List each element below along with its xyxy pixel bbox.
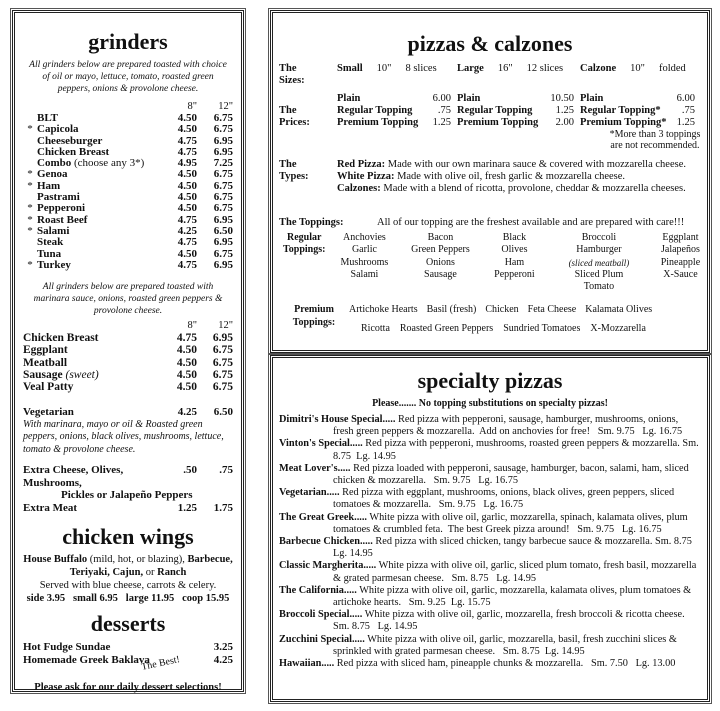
pizzas-title: pizzas & calzones [407, 31, 573, 56]
topping: Onions [425, 256, 455, 268]
premium-label: Premium Toppings: [292, 304, 336, 329]
item-label: Chicken Breast [37, 145, 110, 158]
item-name [23, 344, 161, 356]
specialty-name: The California..... [279, 584, 357, 596]
price-12: 7.25 [213, 157, 233, 170]
item-label: Eggplant [23, 344, 68, 357]
type-row [337, 183, 686, 195]
item-name [23, 369, 161, 381]
price-12: 1.75 [213, 501, 233, 514]
topping: Green Peppers [411, 244, 470, 256]
extras-list [23, 464, 233, 514]
specialty-item [279, 560, 701, 584]
topping: Garlic [351, 244, 377, 256]
price-row [457, 93, 580, 105]
topping: Broccoli [581, 232, 617, 243]
specialty-desc: Red pizza with pepperoni, sausage, hamburger, mushrooms, onions, fresh green peppers & mozzarella. Add on anchovies for free! Sm. 9.75 Lg. 16.75 [333, 414, 683, 438]
type-desc: Made with a blend of ricotta, provolone, cheddar & mozzarella cheeses. [380, 183, 686, 194]
item-label: Cheeseburger [37, 134, 103, 147]
price-row [580, 105, 701, 117]
grinders-intro: All grinders below are prepared toasted with choice of oil or mayo, lettuce, tomato, roasted green peppers, onions & provolone cheese. [29, 60, 227, 94]
item-label: Pepperoni [37, 202, 86, 215]
vegetarian-row [23, 406, 233, 419]
specialty-item [279, 487, 701, 511]
price-value: 2.00 [555, 117, 574, 128]
price-row [337, 93, 457, 105]
star-marker: * [27, 123, 33, 136]
price-12: 6.95 [213, 236, 233, 249]
price-row [457, 117, 580, 129]
topping: (sliced meatball) [568, 257, 630, 268]
item-name: Vegetarian [23, 405, 74, 418]
price-label: Regular Topping* [580, 105, 661, 116]
price-12: 6.95 [213, 213, 233, 226]
price-12: 6.75 [213, 123, 233, 136]
flavor: House Buffalo [23, 554, 88, 566]
price-12: 6.95 [213, 258, 233, 271]
price-label: Plain [580, 93, 604, 104]
size-12: 12" [218, 320, 233, 332]
price-8: 4.75 [177, 134, 197, 147]
specialty-desc: Red pizza with pepperoni, mushrooms, roasted green peppers & mozzarella. Sm. 8.75 Lg. 14.95 [333, 438, 702, 462]
item-label: Turkey [37, 258, 71, 271]
topping: Black [502, 232, 527, 243]
size-12: 12" [218, 101, 233, 112]
specialty-desc: Red pizza loaded with pepperoni, sausage, hamburger, bacon, salami, ham, sliced chicken & mozzarella. Sm. 9.75 Lg. 16.75 [333, 462, 692, 487]
size-8: 8" [187, 320, 197, 332]
regular-label: Regular Toppings: [283, 232, 326, 256]
specialty-name: The Great Greek..... [279, 511, 367, 523]
extra-sub: Pickles or Jalapeño Peppers [61, 489, 193, 502]
desserts-list [23, 641, 233, 667]
size-small [337, 63, 457, 87]
topping: Chicken [485, 304, 519, 316]
item-label: BLT [37, 112, 59, 124]
price-12: 6.75 [212, 381, 233, 394]
specialty-name: Vegetarian..... [279, 487, 340, 499]
grinders-title: grinders [88, 29, 168, 54]
specialty-name: Zucchini Special..... [279, 633, 365, 645]
specialty-item [279, 438, 701, 462]
topping: Ham [504, 256, 525, 268]
topping: Artichoke Hearts [349, 304, 418, 316]
price-12: 6.75 [213, 202, 233, 215]
price-8: 4.50 [177, 179, 197, 192]
vegetarian-desc: With marinara, mayo or oil & Roasted green peppers, onions, black olives, mushrooms, lettuce, tomato & provolone cheese. [23, 418, 224, 455]
price-row [457, 105, 580, 117]
specialty-note: Please....... No topping substitutions on specialty pizzas! [372, 398, 608, 409]
price-label: Plain [337, 93, 361, 104]
topping: Sundried Tomatoes [503, 323, 581, 335]
price-label: Premium Topping* [580, 117, 667, 128]
dessert-row [23, 641, 233, 654]
item-label: Chicken Breast [23, 332, 99, 345]
price-8: 4.75 [176, 332, 197, 345]
specialty-panel [270, 355, 710, 702]
type-desc: Made with our own marinara sauce & covered with mozzarella cheese. [385, 159, 686, 170]
price-12: 6.95 [213, 134, 233, 147]
price-12: 6.95 [212, 332, 233, 345]
premium-toppings-2 [349, 322, 701, 335]
price-8: 4.25 [177, 405, 197, 418]
item-label: Pastrami [37, 191, 80, 204]
topping-column [399, 232, 481, 293]
topping: Pineapple [660, 256, 701, 268]
topping: Basil (fresh) [426, 304, 477, 316]
type-name: White Pizza: [337, 171, 395, 182]
specialty-name: Vinton's Special..... [279, 438, 363, 450]
item-name [37, 260, 161, 271]
item-name [23, 357, 161, 369]
flavor-note: (mild, hot, or blazing), [87, 554, 188, 566]
topping-column [481, 232, 547, 293]
star-marker [23, 147, 37, 158]
specialty-desc: White pizza with olive oil, garlic, mozzarella, basil, fresh zucchini slices & sprinkled with grated parmesan cheese. Sm. 8.75 Lg. 14.95 [333, 633, 680, 657]
specialty-name: Barbecue Chicken..... [279, 536, 373, 548]
topping: X-Sauce [663, 268, 698, 280]
price-value: .75 [437, 105, 451, 116]
price-8: 4.50 [177, 202, 197, 215]
price-row [337, 117, 457, 129]
types-label: The Types: [279, 159, 309, 182]
extra-name: Extra Meat [23, 501, 78, 514]
item-label: Sausage [23, 369, 63, 382]
dessert-name: Homemade Greek Baklava [23, 654, 150, 667]
price-row [337, 105, 457, 117]
specialty-desc: Red pizza with sliced chicken, tangy barbecue sauce & mozzarella. Sm. 8.75 Lg. 14.95 [333, 536, 700, 560]
price-value: 1.25 [432, 117, 451, 128]
specialty-item [279, 658, 701, 670]
price-note: *More than 3 toppings are not recommended. [609, 129, 701, 151]
flavor: Barbecue, Teriyaki, Cajun, [69, 554, 233, 579]
premium-toppings-1 [349, 303, 701, 316]
grinder-row [23, 357, 233, 369]
type-row [337, 159, 686, 171]
topping: Bacon [427, 232, 454, 243]
price-8: 4.75 [177, 258, 197, 271]
type-desc: Made with olive oil, fresh garlic & mozzarella cheese. [394, 171, 626, 182]
specialty-list [279, 414, 701, 670]
specialty-desc: White pizza with olive oil, garlic, mozzarella, spinach, kalamata olives, plum tomatoes & crumbled feta. The best Greek pizza around! Sm. 9.75 Lg. 16.75 [333, 511, 691, 535]
item-name [23, 332, 161, 344]
topping: Sliced Plum [574, 268, 624, 280]
grinder-row [23, 344, 233, 356]
specialty-desc: White pizza with olive oil, garlic, sliced plum tomato, fresh basil, mozzarella & grated parmesan cheese. Sm. 8.75 Lg. 14.95 [333, 560, 699, 584]
price-8: 4.50 [176, 369, 197, 382]
topping: Ricotta [361, 323, 390, 335]
toppings-intro: All of our topping are the freshest available and are prepared with care!!! [377, 217, 685, 228]
toppings-label: The Toppings: [279, 217, 344, 228]
price-label: Regular Topping [337, 105, 413, 116]
price-label: Plain [457, 93, 481, 104]
price-value: 6.00 [676, 93, 695, 104]
star-marker: * [27, 258, 33, 271]
price-8: 4.75 [177, 145, 197, 158]
size-header-2 [23, 320, 233, 332]
price-8: 4.75 [177, 236, 197, 249]
size-inches: 10" [630, 63, 645, 74]
specialty-name: Classic Margherita..... [279, 560, 377, 572]
item-label: Roast Beef [37, 213, 88, 226]
grinders-panel [12, 10, 244, 692]
type-row [337, 171, 686, 183]
price-12: 6.75 [212, 344, 233, 357]
sizes-label: The Sizes: [279, 63, 305, 86]
price-12: 6.75 [212, 356, 233, 369]
desserts-footer: Please ask for our daily dessert selections! [34, 682, 222, 694]
topping: X-Mozzarella [590, 323, 646, 335]
price-value: 10.50 [550, 93, 574, 104]
size-large [457, 63, 580, 87]
grinder-row [23, 369, 233, 381]
price-value: .75 [681, 105, 695, 116]
price-8: 4.95 [177, 157, 197, 170]
dessert-name: Hot Fudge Sundae [23, 641, 111, 654]
specialty-item [279, 634, 701, 658]
specialty-desc: Red pizza with eggplant, mushrooms, onions, black olives, green peppers, sliced tomatoes & mozzarella. Sm. 9.75 Lg. 16.75 [333, 487, 677, 511]
star-marker [23, 136, 37, 147]
prices-label: The Prices: [279, 105, 310, 128]
flavor: Ranch [157, 567, 187, 579]
type-name: Calzones: [337, 183, 381, 194]
specialty-name: Dimitri's House Special..... [279, 414, 396, 425]
specialty-desc: Red pizza with sliced ham, pineapple chunks & mozzarella. Sm. 7.50 Lg. 13.00 [334, 658, 676, 670]
desserts-title: desserts [90, 611, 166, 637]
star-marker: * [27, 168, 33, 181]
item-label: Meatball [23, 356, 68, 369]
price-row [580, 93, 701, 105]
price-12: 6.75 [212, 369, 233, 382]
price-8: 4.50 [176, 356, 197, 369]
price-label: Premium Topping [337, 117, 419, 128]
dessert-price: 4.25 [213, 654, 233, 667]
item-label: Steak [37, 236, 64, 249]
topping: Sausage [424, 268, 457, 280]
star-marker: * [27, 179, 33, 192]
specialty-item [279, 609, 701, 633]
item-label: Ham [37, 179, 61, 192]
item-label: Salami [37, 224, 70, 237]
size-name: Calzone [580, 63, 617, 74]
the-best-note: The Best! [140, 654, 181, 673]
extra-row [23, 464, 233, 489]
price-row [580, 117, 701, 129]
item-name [23, 381, 161, 393]
extra-name: Extra Cheese, Olives, Mushrooms, [23, 464, 124, 489]
price-12: 6.75 [213, 179, 233, 192]
specialty-name: Hawaiian..... [279, 658, 335, 670]
price-value: 6.00 [432, 93, 451, 104]
regular-toppings [329, 232, 710, 293]
extra-row [23, 502, 233, 515]
specialty-item [279, 414, 701, 438]
size-inches: 16" [497, 63, 513, 74]
price-12: 6.50 [213, 405, 233, 418]
wings-flavors [23, 553, 233, 579]
price-8: 4.25 [177, 224, 197, 237]
item-note: (choose any 3*) [71, 157, 145, 170]
topping: Hamburger [576, 244, 622, 256]
grinder-row [23, 381, 233, 393]
price-column [337, 93, 457, 129]
price-8: 4.75 [177, 213, 197, 226]
dessert-row [23, 654, 233, 667]
pizzas-panel [270, 10, 710, 353]
grinders-list-2 [23, 332, 233, 393]
grinder-row [23, 332, 233, 344]
topping: Pepperoni [494, 268, 535, 280]
price-column [457, 93, 580, 129]
topping: Roasted Green Peppers [399, 323, 494, 335]
specialty-desc: White pizza with olive oil, garlic, mozzarella, fresh broccoli & ricotta cheese. Sm. 8.75 Lg. 14.95 [333, 609, 690, 633]
star-marker: * [27, 213, 33, 226]
price-value: 1.25 [555, 105, 574, 116]
specialty-desc: White pizza with olive oil, garlic, mozzarella, kalamata olives, plum tomatoes & artichoke hearts. Sm. 9.25 Lg. 15.75 [333, 584, 694, 609]
price-12: 6.75 [213, 168, 233, 181]
price-8: 4.50 [177, 123, 197, 136]
price-label: Premium Topping [457, 117, 539, 128]
price-12: 6.95 [213, 145, 233, 158]
dessert-price: 3.25 [213, 641, 233, 654]
topping: Anchovies [343, 232, 386, 243]
flavor-or: or [143, 567, 158, 579]
price-8: 4.50 [176, 344, 197, 357]
type-name: Red Pizza: [337, 159, 386, 170]
size-calzone [580, 63, 701, 87]
price-12: .75 [219, 464, 233, 477]
item-note: (sweet) [62, 369, 99, 382]
price-8: 4.50 [177, 247, 197, 260]
topping: Salami [350, 268, 379, 280]
topping-column [329, 232, 399, 293]
specialty-title: specialty pizzas [417, 368, 563, 393]
topping: Feta Cheese [527, 304, 577, 316]
topping: Tomato [583, 281, 615, 293]
size-inches: 10" [376, 63, 392, 74]
item-label: Genoa [37, 168, 68, 181]
price-8: 1.25 [177, 501, 197, 514]
grinders-list [23, 113, 233, 271]
grinders-intro-2: All grinders below are prepared toasted with marinara sauce, onions, roasted green peppers & provolone cheese. [33, 282, 223, 317]
item-label: Tuna [37, 247, 62, 260]
size-desc: 8 slices [405, 63, 437, 74]
specialty-name: Meat Lover's..... [279, 462, 351, 474]
size-name: Large [457, 63, 484, 74]
size-name: Small [337, 63, 363, 74]
price-12: 6.75 [213, 112, 233, 124]
price-12: 6.75 [213, 191, 233, 204]
price-label: Regular Topping [457, 105, 533, 116]
specialty-item [279, 585, 701, 609]
size-desc: folded [658, 63, 686, 74]
wings-served: Served with blue cheese, carrots & celery. [39, 580, 217, 592]
item-label: Combo [37, 157, 72, 170]
price-8: 4.50 [177, 191, 197, 204]
size-desc: 12 slices [526, 63, 564, 74]
item-label: Veal Patty [23, 381, 74, 394]
grinder-row [23, 260, 233, 271]
topping: Mushrooms [340, 256, 389, 268]
specialty-item [279, 512, 701, 536]
item-label: Capicola [37, 123, 79, 136]
topping: Eggplant [662, 232, 699, 243]
topping-column [547, 232, 650, 293]
price-8: .50 [183, 464, 197, 477]
wings-title: chicken wings [62, 524, 194, 550]
price-column [580, 93, 701, 129]
topping-column [650, 232, 710, 293]
size-8: 8" [187, 101, 197, 112]
specialty-item [279, 536, 701, 560]
price-8: 4.50 [177, 112, 197, 124]
price-8: 4.50 [177, 168, 197, 181]
topping: Kalamata Olives [585, 304, 653, 316]
star-marker [23, 237, 37, 248]
price-12: 6.50 [213, 224, 233, 237]
price-value: 1.25 [676, 117, 695, 128]
specialty-name: Broccoli Special..... [279, 609, 363, 621]
topping: Jalapeños [660, 244, 700, 256]
types-list [337, 159, 686, 195]
topping: Olives [501, 244, 528, 256]
wings-prices: side 3.95 small 6.95 large 11.95 coop 15.95 [26, 593, 230, 605]
star-marker: * [27, 224, 33, 237]
price-8: 4.50 [176, 381, 197, 394]
price-12: 6.75 [213, 247, 233, 260]
star-marker: * [27, 202, 33, 215]
specialty-item [279, 463, 701, 487]
